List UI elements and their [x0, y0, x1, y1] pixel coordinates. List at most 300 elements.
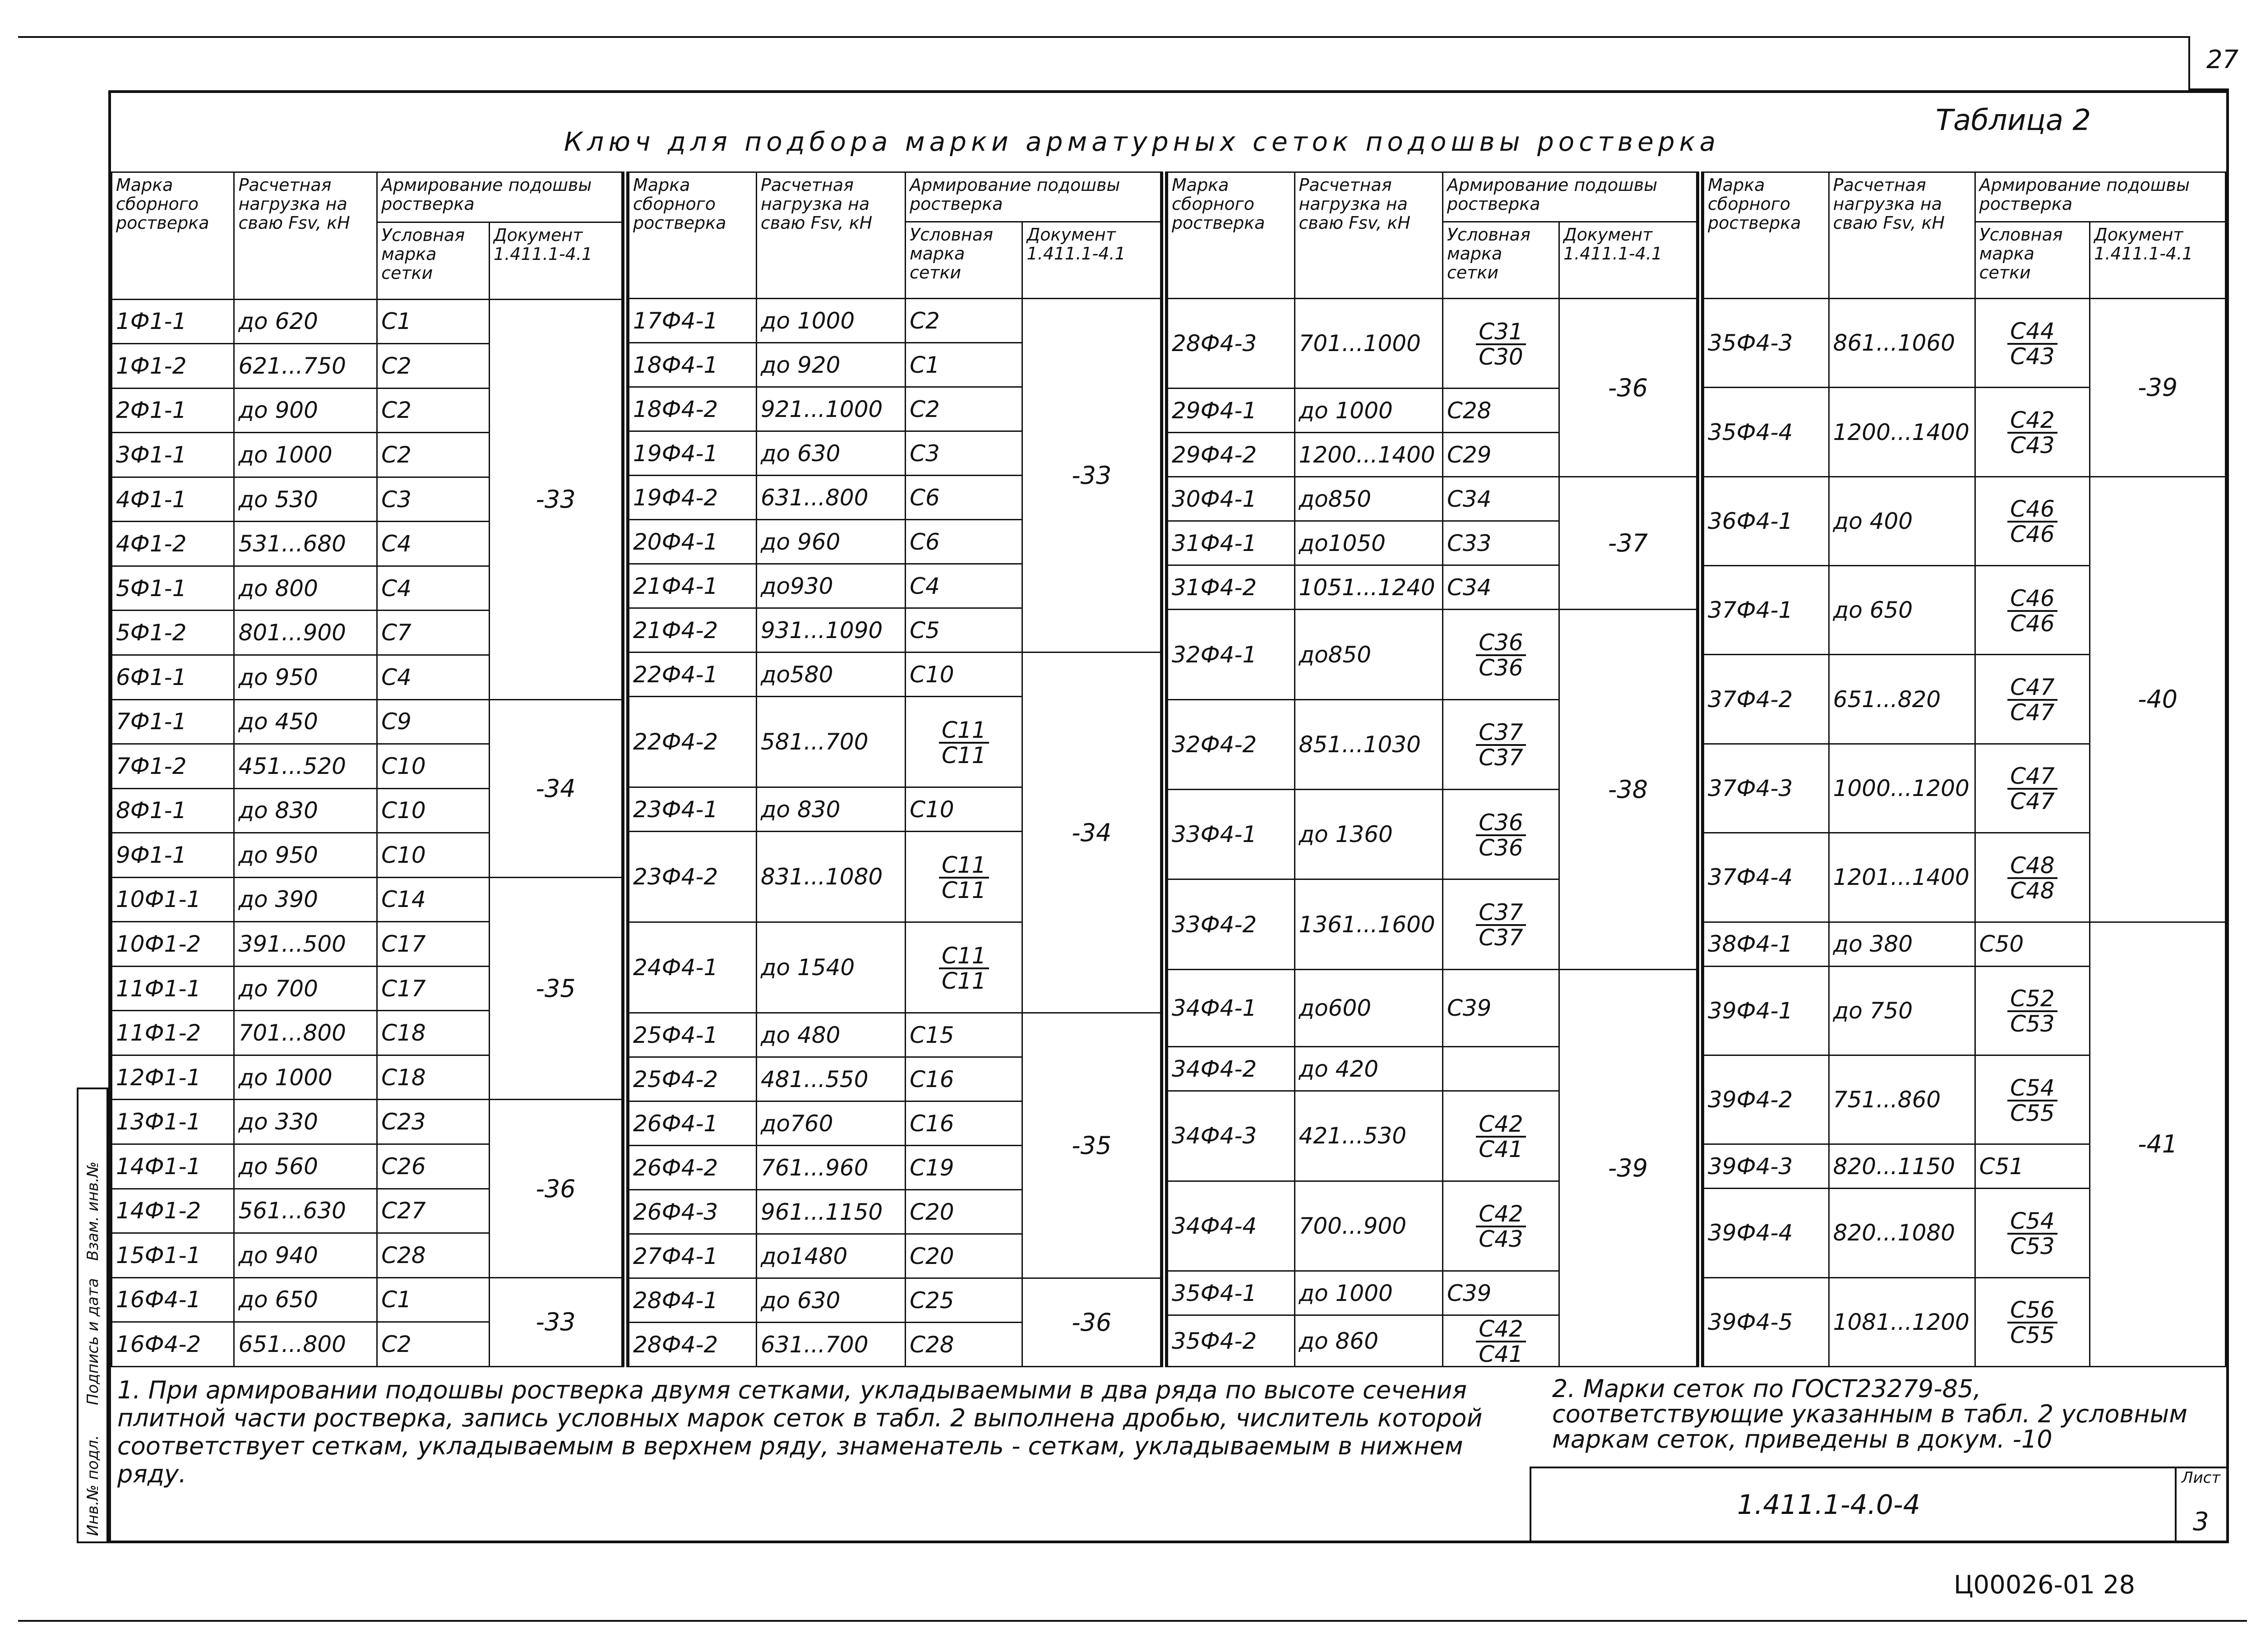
header-load: Расчетная нагрузка на сваю Fsv, кН — [756, 172, 905, 299]
header-conditional-mark: Условная марка сетки — [1975, 222, 2090, 299]
cell-net: С18 — [377, 1011, 490, 1055]
net-fraction — [1476, 721, 1526, 769]
net-top: С36 — [1476, 631, 1526, 656]
header-mark: Марка сборного ростверка — [629, 172, 757, 299]
cell-load: до 920 — [756, 343, 905, 387]
net-bottom: С37 — [1479, 925, 1523, 951]
net-bottom: С46 — [2010, 521, 2055, 548]
cell-load: до 750 — [1829, 966, 1975, 1055]
header-conditional-mark: Условная марка сетки — [906, 222, 1022, 299]
cell-mark: 17Ф4-1 — [629, 299, 757, 343]
cell-mark: 22Ф4-2 — [629, 697, 757, 787]
cell-document: -38 — [1559, 610, 1697, 969]
cell-mark: 34Ф4-3 — [1168, 1091, 1295, 1181]
cell-document: -41 — [2090, 922, 2226, 1366]
cell-mark: 25Ф4-2 — [629, 1057, 757, 1101]
net-fraction — [2007, 497, 2057, 546]
cell-mark: 11Ф1-1 — [112, 966, 234, 1011]
cell-mark: 7Ф1-1 — [112, 699, 234, 744]
header-load: Расчетная нагрузка на сваю Fsv, кН — [1829, 172, 1975, 299]
net-top: С44 — [2007, 319, 2057, 345]
cell-net: С28 — [1442, 389, 1559, 433]
cell-net: С1 — [377, 299, 490, 344]
cell-load: 801...900 — [234, 611, 377, 655]
net-fraction — [2007, 764, 2057, 813]
cell-net: С6 — [906, 476, 1022, 520]
net-top: С37 — [1476, 721, 1526, 746]
cell-mark: 8Ф1-1 — [112, 788, 234, 833]
cell-load: 701...1000 — [1294, 299, 1442, 389]
cell-document: -33 — [1022, 299, 1161, 652]
cell-mark: 33Ф4-1 — [1168, 790, 1295, 879]
cell-load: до 800 — [234, 566, 377, 611]
net-fraction — [2007, 1298, 2057, 1347]
header-document: Документ 1.411.1-4.1 — [1022, 222, 1161, 299]
header-reinforcement: Армирование подошвы ростверка — [1442, 172, 1697, 222]
cell-load: 761...960 — [756, 1146, 905, 1190]
cell-net: С9 — [377, 699, 490, 744]
cell-net — [1975, 388, 2090, 477]
cell-mark: 38Ф4-1 — [1704, 922, 1829, 966]
cell-load: 631...800 — [756, 476, 905, 520]
cell-net — [1975, 299, 2090, 388]
cell-load: до 420 — [1294, 1047, 1442, 1091]
cell-mark: 26Ф4-3 — [629, 1190, 757, 1234]
net-fraction — [2007, 854, 2057, 902]
net-fraction — [2007, 676, 2057, 724]
cell-load: до 960 — [756, 520, 905, 564]
cell-mark: 19Ф4-2 — [629, 476, 757, 520]
cell-load: до850 — [1294, 477, 1442, 521]
cell-document: -37 — [1559, 477, 1697, 610]
net-fraction — [1476, 320, 1526, 369]
cell-load: до 700 — [234, 966, 377, 1011]
net-top: С46 — [2007, 587, 2057, 612]
table-row — [112, 1277, 622, 1322]
net-bottom: С36 — [1479, 655, 1523, 681]
net-bottom: С53 — [2010, 1233, 2055, 1259]
net-fraction — [2007, 987, 2057, 1036]
cell-load: до600 — [1294, 969, 1442, 1046]
page-number: 27 — [2206, 45, 2239, 74]
cell-mark: 15Ф1-1 — [112, 1233, 234, 1278]
header-document: Документ 1.411.1-4.1 — [489, 222, 622, 299]
cell-net — [1442, 699, 1559, 789]
cell-load: до 650 — [234, 1277, 377, 1322]
cell-load: до580 — [756, 652, 905, 697]
net-bottom: С11 — [941, 877, 986, 903]
cell-mark: 37Ф4-2 — [1704, 655, 1829, 744]
cell-load: до 950 — [234, 833, 377, 878]
table-quadrant-3 — [1167, 171, 1697, 1367]
side-label-replace: Взам. инв.№ — [84, 1161, 102, 1261]
cell-mark: 37Ф4-4 — [1704, 833, 1829, 922]
cell-mark: 18Ф4-1 — [629, 343, 757, 387]
cell-mark: 2Ф1-1 — [112, 388, 234, 433]
cell-load: 631...700 — [756, 1323, 905, 1367]
cell-mark: 24Ф4-1 — [629, 922, 757, 1013]
net-fraction — [2007, 408, 2057, 457]
cell-net: С10 — [906, 787, 1022, 832]
cell-load: до 830 — [234, 788, 377, 833]
cell-load: до 330 — [234, 1100, 377, 1144]
net-fraction — [2007, 1209, 2057, 1258]
cell-load: до 630 — [756, 1278, 905, 1323]
cell-load: 1361...1600 — [1294, 879, 1442, 969]
net-bottom: С47 — [2010, 788, 2055, 815]
cell-load: до 830 — [756, 787, 905, 832]
cell-mark: 31Ф4-2 — [1168, 565, 1295, 610]
cell-net: С14 — [377, 877, 490, 922]
cell-mark: 29Ф4-2 — [1168, 433, 1295, 477]
cell-document: -36 — [1559, 299, 1697, 477]
table-row — [1704, 922, 2226, 966]
net-top: С52 — [2007, 987, 2057, 1012]
net-top: С47 — [2007, 764, 2057, 790]
net-top: С11 — [939, 944, 989, 969]
cell-mark: 18Ф4-2 — [629, 387, 757, 431]
cell-mark: 23Ф4-2 — [629, 832, 757, 922]
cell-load: 1051...1240 — [1294, 565, 1442, 610]
cell-document: -39 — [1559, 969, 1697, 1366]
header-conditional-mark: Условная марка сетки — [1442, 222, 1559, 299]
cell-load: 451...520 — [234, 744, 377, 789]
cell-mark: 26Ф4-2 — [629, 1146, 757, 1190]
net-top: С31 — [1476, 320, 1526, 345]
cell-document: -36 — [1022, 1278, 1161, 1367]
top-border-line — [18, 36, 2188, 38]
cell-mark: 37Ф4-1 — [1704, 566, 1829, 655]
cell-load: до 950 — [234, 655, 377, 699]
net-top: С54 — [2007, 1209, 2057, 1235]
cell-net: С50 — [1975, 922, 2090, 966]
cell-mark: 39Ф4-3 — [1704, 1144, 1829, 1189]
cell-net: С39 — [1442, 1271, 1559, 1315]
net-top: С37 — [1476, 901, 1526, 926]
net-fraction — [939, 853, 989, 902]
cell-net: С2 — [906, 299, 1022, 343]
cell-mark: 36Ф4-1 — [1704, 477, 1829, 565]
cell-load: до850 — [1294, 610, 1442, 699]
cell-net — [1442, 1091, 1559, 1181]
cell-net: С2 — [906, 387, 1022, 431]
cell-load: 701...800 — [234, 1011, 377, 1055]
cell-mark: 33Ф4-2 — [1168, 879, 1295, 969]
cell-load: до 630 — [756, 431, 905, 476]
cell-mark: 28Ф4-2 — [629, 1323, 757, 1367]
cell-mark: 7Ф1-2 — [112, 744, 234, 789]
cell-net — [906, 922, 1022, 1013]
cell-mark: 35Ф4-1 — [1168, 1271, 1295, 1315]
net-fraction — [2007, 319, 2057, 368]
cell-load: до 1360 — [1294, 790, 1442, 879]
cell-net — [1975, 1277, 2090, 1366]
double-divider — [1161, 171, 1167, 1367]
cell-mark: 16Ф4-2 — [112, 1322, 234, 1367]
cell-load: 931...1090 — [756, 608, 905, 652]
cell-net: С5 — [906, 608, 1022, 652]
header-reinforcement: Армирование подошвы ростверка — [377, 172, 622, 222]
cell-net: С15 — [906, 1013, 1022, 1057]
cell-load: 831...1080 — [756, 832, 905, 922]
net-bottom: С30 — [1479, 343, 1523, 370]
cell-load: до 400 — [1829, 477, 1975, 565]
cell-mark: 9Ф1-1 — [112, 833, 234, 878]
cell-load: 851...1030 — [1294, 699, 1442, 789]
sheet-label: Лист — [2182, 1469, 2221, 1487]
cell-mark: 12Ф1-1 — [112, 1055, 234, 1100]
cell-mark: 35Ф4-2 — [1168, 1315, 1295, 1367]
cell-net: С10 — [377, 744, 490, 789]
cell-mark: 37Ф4-3 — [1704, 744, 1829, 833]
cell-net: С17 — [377, 966, 490, 1011]
cell-mark: 4Ф1-2 — [112, 522, 234, 566]
cell-mark: 1Ф1-2 — [112, 344, 234, 389]
note-2: 2. Марки сеток по ГОСТ23279-85, соответствующие указанным в табл. 2 условным маркам сеток, приведены в докум. -10 — [1552, 1374, 2187, 1453]
cell-mark: 6Ф1-1 — [112, 655, 234, 699]
header-load: Расчетная нагрузка на сваю Fsv, кН — [1294, 172, 1442, 299]
cell-net: С1 — [377, 1277, 490, 1322]
cell-mark: 34Ф4-2 — [1168, 1047, 1295, 1091]
table-row — [629, 1013, 1161, 1057]
net-fraction — [1476, 1112, 1526, 1161]
net-bottom: С41 — [1479, 1341, 1523, 1367]
cell-net: С23 — [377, 1100, 490, 1144]
cell-load: 621...750 — [234, 344, 377, 389]
cell-net: С17 — [377, 922, 490, 967]
table-row — [1168, 477, 1697, 521]
cell-document: -39 — [2090, 299, 2226, 477]
table-quadrant-1 — [111, 171, 623, 1367]
cell-mark: 23Ф4-1 — [629, 787, 757, 832]
net-bottom: С48 — [2010, 877, 2055, 904]
net-top: С56 — [2007, 1298, 2057, 1323]
table-title: Таблица 2 — [1936, 104, 2091, 137]
cell-mark: 14Ф1-2 — [112, 1189, 234, 1233]
cell-load: до 380 — [1829, 922, 1975, 966]
cell-net: С10 — [377, 833, 490, 878]
cell-net: С33 — [1442, 521, 1559, 565]
cell-load: 421...530 — [1294, 1091, 1442, 1181]
table-row — [629, 299, 1161, 343]
armature-key-table — [1167, 171, 1697, 1367]
net-top: С42 — [1476, 1317, 1526, 1342]
net-top: С54 — [2007, 1076, 2057, 1101]
net-bottom: С36 — [1479, 834, 1523, 861]
cell-mark: 34Ф4-4 — [1168, 1181, 1295, 1271]
cell-load: 961...1150 — [756, 1190, 905, 1234]
cell-load: 1081...1200 — [1829, 1277, 1975, 1366]
cell-net: С28 — [906, 1323, 1022, 1367]
cell-mark: 22Ф4-1 — [629, 652, 757, 697]
cell-mark: 1Ф1-1 — [112, 299, 234, 344]
cell-net — [1442, 879, 1559, 969]
cell-mark: 26Ф4-1 — [629, 1101, 757, 1146]
table-row — [629, 652, 1161, 697]
table-row — [112, 877, 622, 922]
side-stamp-strip — [77, 1087, 108, 1543]
cell-net: С4 — [377, 655, 490, 699]
cell-load: 861...1060 — [1829, 299, 1975, 388]
cell-load: 531...680 — [234, 522, 377, 566]
cell-load: до760 — [756, 1101, 905, 1146]
archive-code: Ц00026-01 28 — [1954, 1570, 2136, 1600]
net-top: С36 — [1476, 811, 1526, 836]
cell-load: 1200...1400 — [1294, 433, 1442, 477]
header-mark: Марка сборного ростверка — [1168, 172, 1295, 299]
net-top: С42 — [1476, 1112, 1526, 1138]
cell-load: 581...700 — [756, 697, 905, 787]
cell-net: С3 — [377, 477, 490, 522]
cell-net — [1442, 1047, 1559, 1091]
document-code: 1.411.1-4.0-4 — [1737, 1489, 1920, 1521]
cell-mark: 19Ф4-1 — [629, 431, 757, 476]
cell-load: 751...860 — [1829, 1055, 1975, 1144]
cell-net: С28 — [377, 1233, 490, 1278]
cell-document: -34 — [489, 699, 622, 877]
table-quadrant-4 — [1703, 171, 2226, 1367]
cell-net: С34 — [1442, 477, 1559, 521]
cell-load: 921...1000 — [756, 387, 905, 431]
cell-mark: 30Ф4-1 — [1168, 477, 1295, 521]
cell-mark: 28Ф4-1 — [629, 1278, 757, 1323]
cell-mark: 3Ф1-1 — [112, 433, 234, 477]
cell-net: С16 — [906, 1057, 1022, 1101]
cell-net: С16 — [906, 1101, 1022, 1146]
header-document: Документ 1.411.1-4.1 — [2090, 222, 2226, 299]
cell-mark: 5Ф1-2 — [112, 611, 234, 655]
cell-net: С4 — [377, 522, 490, 566]
cell-load: 651...800 — [234, 1322, 377, 1367]
cell-mark: 34Ф4-1 — [1168, 969, 1295, 1046]
cell-net: С29 — [1442, 433, 1559, 477]
net-top: С47 — [2007, 676, 2057, 701]
cell-net: С18 — [377, 1055, 490, 1100]
cell-load: 651...820 — [1829, 655, 1975, 744]
double-divider — [623, 171, 628, 1367]
armature-key-table — [111, 171, 623, 1367]
net-bottom: С41 — [1479, 1136, 1523, 1162]
table-quadrant-2 — [628, 171, 1161, 1367]
cell-net: С39 — [1442, 969, 1559, 1046]
net-bottom: С53 — [2010, 1011, 2055, 1037]
cell-net: С26 — [377, 1144, 490, 1189]
cell-net: С6 — [906, 520, 1022, 564]
net-fraction — [2007, 587, 2057, 635]
cell-document: -40 — [2090, 477, 2226, 922]
net-bottom: С43 — [2010, 432, 2055, 459]
cell-mark: 29Ф4-1 — [1168, 389, 1295, 433]
net-fraction — [1476, 631, 1526, 680]
net-bottom: С43 — [2010, 343, 2055, 370]
cell-net — [1442, 610, 1559, 699]
table-caption: Ключ для подбора марки арматурных сеток подошвы ростверка — [564, 126, 1720, 157]
cell-load: до 650 — [1829, 566, 1975, 655]
cell-net — [1975, 966, 2090, 1055]
net-bottom: С37 — [1479, 745, 1523, 771]
cell-net — [1975, 833, 2090, 922]
cell-load: 1200...1400 — [1829, 388, 1975, 477]
net-bottom: С43 — [1479, 1226, 1523, 1253]
header-mark: Марка сборного ростверка — [1704, 172, 1829, 299]
cell-net — [1975, 1055, 2090, 1144]
cell-net: С2 — [377, 344, 490, 389]
cell-net: С2 — [377, 388, 490, 433]
cell-load: 561...630 — [234, 1189, 377, 1233]
cell-net: С10 — [906, 652, 1022, 697]
cell-load: 1000...1200 — [1829, 744, 1975, 833]
cell-load: 391...500 — [234, 922, 377, 967]
cell-mark: 27Ф4-1 — [629, 1234, 757, 1278]
net-bottom: С55 — [2010, 1322, 2055, 1349]
cell-document: -35 — [1022, 1013, 1161, 1278]
net-fraction — [1476, 1202, 1526, 1251]
cell-mark: 25Ф4-1 — [629, 1013, 757, 1057]
cell-load: до 620 — [234, 299, 377, 344]
cell-net — [1442, 1181, 1559, 1271]
header-reinforcement: Армирование подошвы ростверка — [1975, 172, 2225, 222]
cell-net: С34 — [1442, 565, 1559, 610]
cell-net: С20 — [906, 1190, 1022, 1234]
cell-net — [1442, 1315, 1559, 1367]
cell-mark: 21Ф4-1 — [629, 564, 757, 608]
net-top: С48 — [2007, 854, 2057, 879]
table-row — [629, 1278, 1161, 1323]
cell-mark: 32Ф4-2 — [1168, 699, 1295, 789]
cell-mark: 39Ф4-5 — [1704, 1277, 1829, 1366]
cell-load: до 1000 — [1294, 389, 1442, 433]
sheet-number: 3 — [2193, 1507, 2209, 1536]
header-mark: Марка сборного ростверка — [112, 172, 234, 300]
cell-mark: 31Ф4-1 — [1168, 521, 1295, 565]
net-fraction — [1476, 1317, 1526, 1366]
cell-net: С4 — [377, 566, 490, 611]
cell-net — [906, 697, 1022, 787]
cell-mark: 35Ф4-3 — [1704, 299, 1829, 388]
cell-load: до 560 — [234, 1144, 377, 1189]
cell-document: -33 — [489, 299, 622, 699]
cell-net: С7 — [377, 611, 490, 655]
cell-net — [1442, 790, 1559, 879]
header-document: Документ 1.411.1-4.1 — [1559, 222, 1697, 299]
cell-load: до 860 — [1294, 1315, 1442, 1367]
net-fraction — [1476, 901, 1526, 949]
double-divider — [1697, 171, 1703, 1367]
net-fraction — [2007, 1076, 2057, 1125]
cell-mark: 39Ф4-1 — [1704, 966, 1829, 1055]
cell-load: до1050 — [1294, 521, 1442, 565]
cell-net: С25 — [906, 1278, 1022, 1323]
cell-net — [1975, 566, 2090, 655]
cell-load: 481...550 — [756, 1057, 905, 1101]
net-top: С42 — [2007, 408, 2057, 434]
cell-mark: 10Ф1-2 — [112, 922, 234, 967]
cell-mark: 14Ф1-1 — [112, 1144, 234, 1189]
net-top: С42 — [1476, 1202, 1526, 1227]
cell-mark: 32Ф4-1 — [1168, 610, 1295, 699]
cell-load: 820...1080 — [1829, 1189, 1975, 1277]
cell-net: С19 — [906, 1146, 1022, 1190]
table-row — [112, 1100, 622, 1144]
cell-net: С51 — [1975, 1144, 2090, 1189]
cell-load: до 1000 — [1294, 1271, 1442, 1315]
cell-load: до 900 — [234, 388, 377, 433]
cell-mark: 28Ф4-3 — [1168, 299, 1295, 389]
net-fraction — [939, 944, 989, 993]
cell-net — [1975, 1189, 2090, 1277]
cell-load: 700...900 — [1294, 1181, 1442, 1271]
cell-mark: 16Ф4-1 — [112, 1277, 234, 1322]
